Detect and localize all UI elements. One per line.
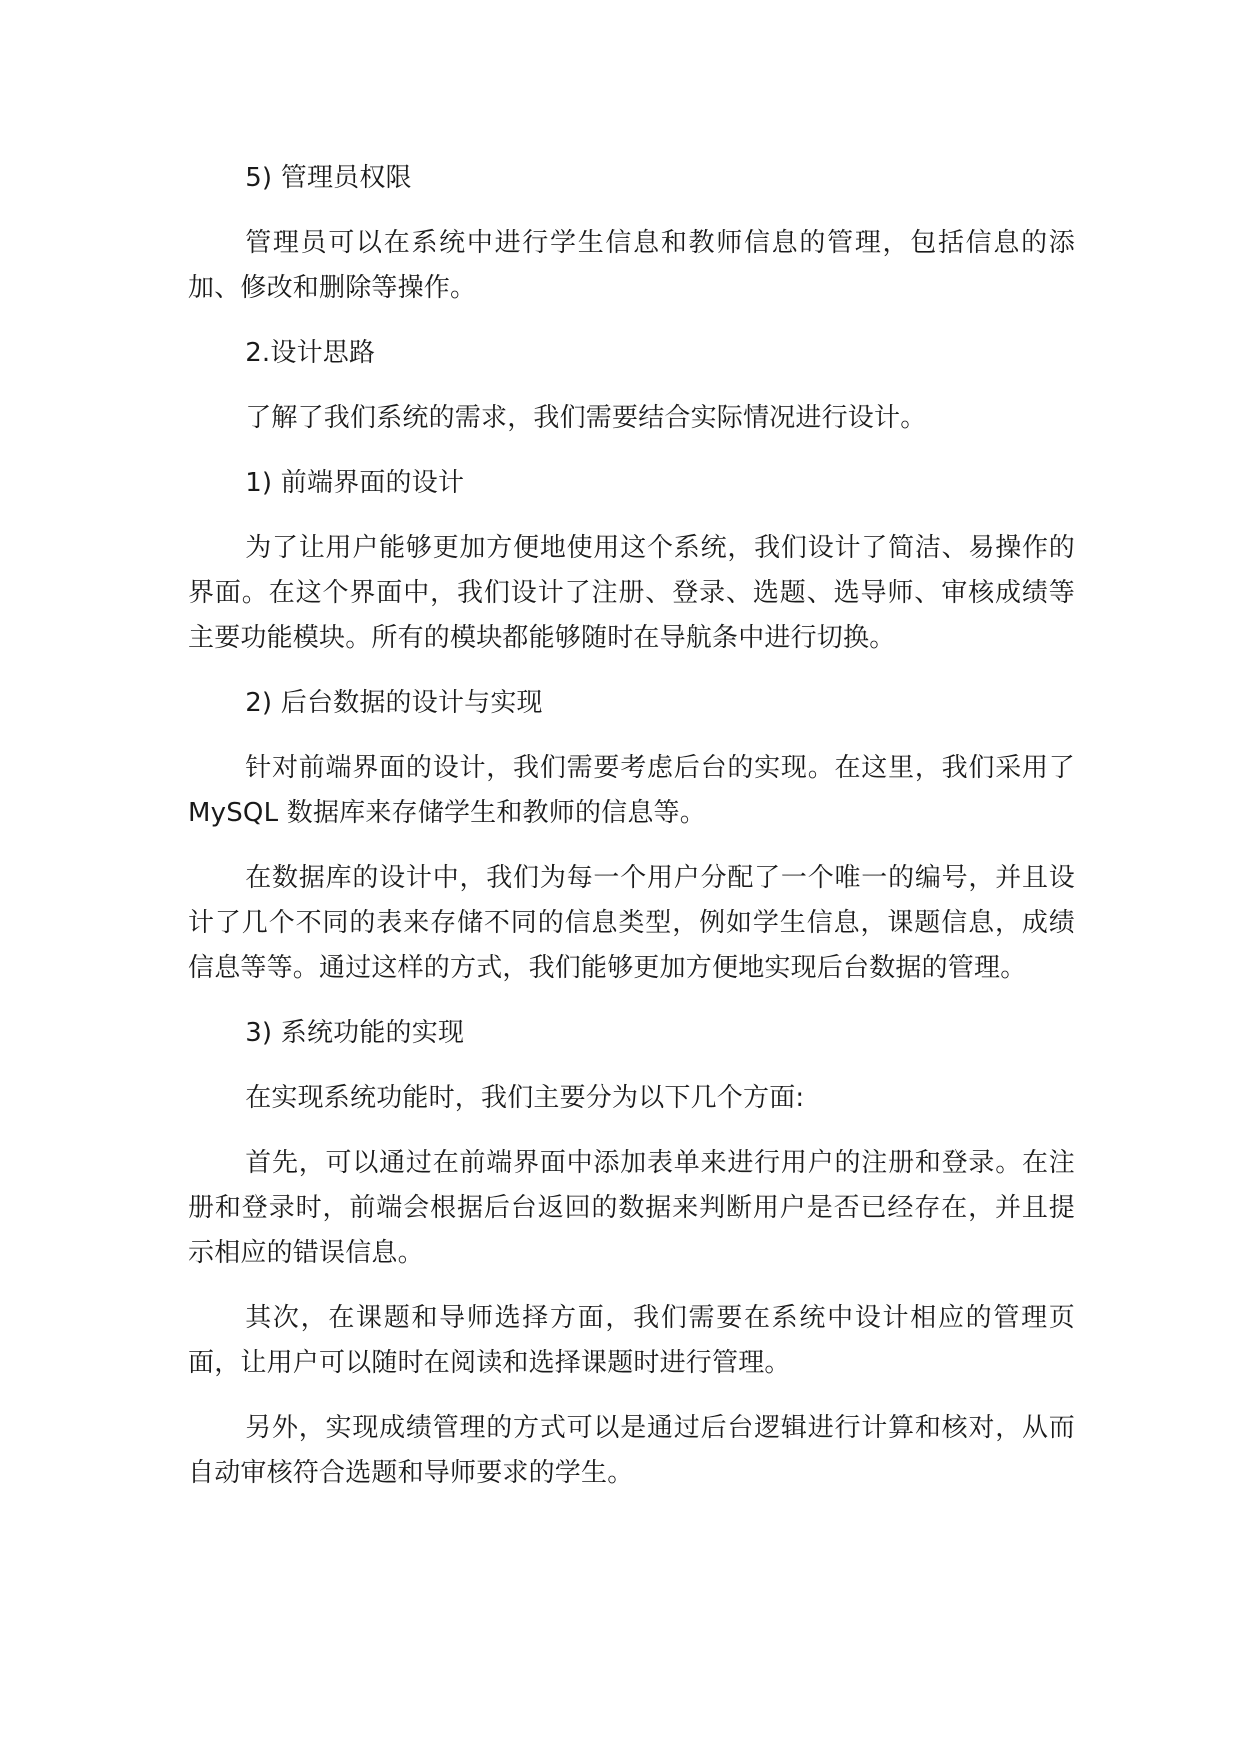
paragraph-registration-login: 首先，可以通过在前端界面中添加表单来进行用户的注册和登录。在注册和登录时，前端会根据后台返回的数据来判断用户是否已经存在，并且提示相应的错误信息。 (188, 1148, 1075, 1268)
paragraph-database-design: 在数据库的设计中，我们为每一个用户分配了一个唯一的编号，并且设计了几个不同的表来存储不同的信息类型，例如学生信息，课题信息，成绩信息等等。通过这样的方式，我们能够更加方便地实现后台数据的管理。 (188, 863, 1075, 983)
paragraph-topic-advisor-selection: 其次，在课题和导师选择方面，我们需要在系统中设计相应的管理页面，让用户可以随时在阅读和选择课题时进行管理。 (188, 1303, 1075, 1378)
section-heading-admin-permissions: 5) 管理员权限 (245, 163, 412, 193)
paragraph-functions-intro: 在实现系统功能时，我们主要分为以下几个方面: (245, 1083, 805, 1113)
paragraph-grade-management: 另外，实现成绩管理的方式可以是通过后台逻辑进行计算和核对，从而自动审核符合选题和导师要求的学生。 (188, 1413, 1075, 1488)
section-heading-design-approach: 2.设计思路 (245, 338, 376, 368)
paragraph-design-intro: 了解了我们系统的需求，我们需要结合实际情况进行设计。 (245, 403, 927, 433)
section-heading-system-functions: 3) 系统功能的实现 (245, 1018, 465, 1048)
paragraph-admin-description: 管理员可以在系统中进行学生信息和教师信息的管理，包括信息的添加、修改和删除等操作。 (188, 228, 1075, 303)
section-heading-backend-data: 2) 后台数据的设计与实现 (245, 688, 543, 718)
section-heading-frontend-design: 1) 前端界面的设计 (245, 468, 465, 498)
paragraph-frontend-design: 为了让用户能够更加方便地使用这个系统，我们设计了简洁、易操作的界面。在这个界面中，我们设计了注册、登录、选题、选导师、审核成绩等主要功能模块。所有的模块都能够随时在导航条中进行切换。 (188, 533, 1075, 653)
paragraph-backend-mysql: 针对前端界面的设计，我们需要考虑后台的实现。在这里，我们采用了 MySQL 数据库来存储学生和教师的信息等。 (188, 753, 1075, 828)
